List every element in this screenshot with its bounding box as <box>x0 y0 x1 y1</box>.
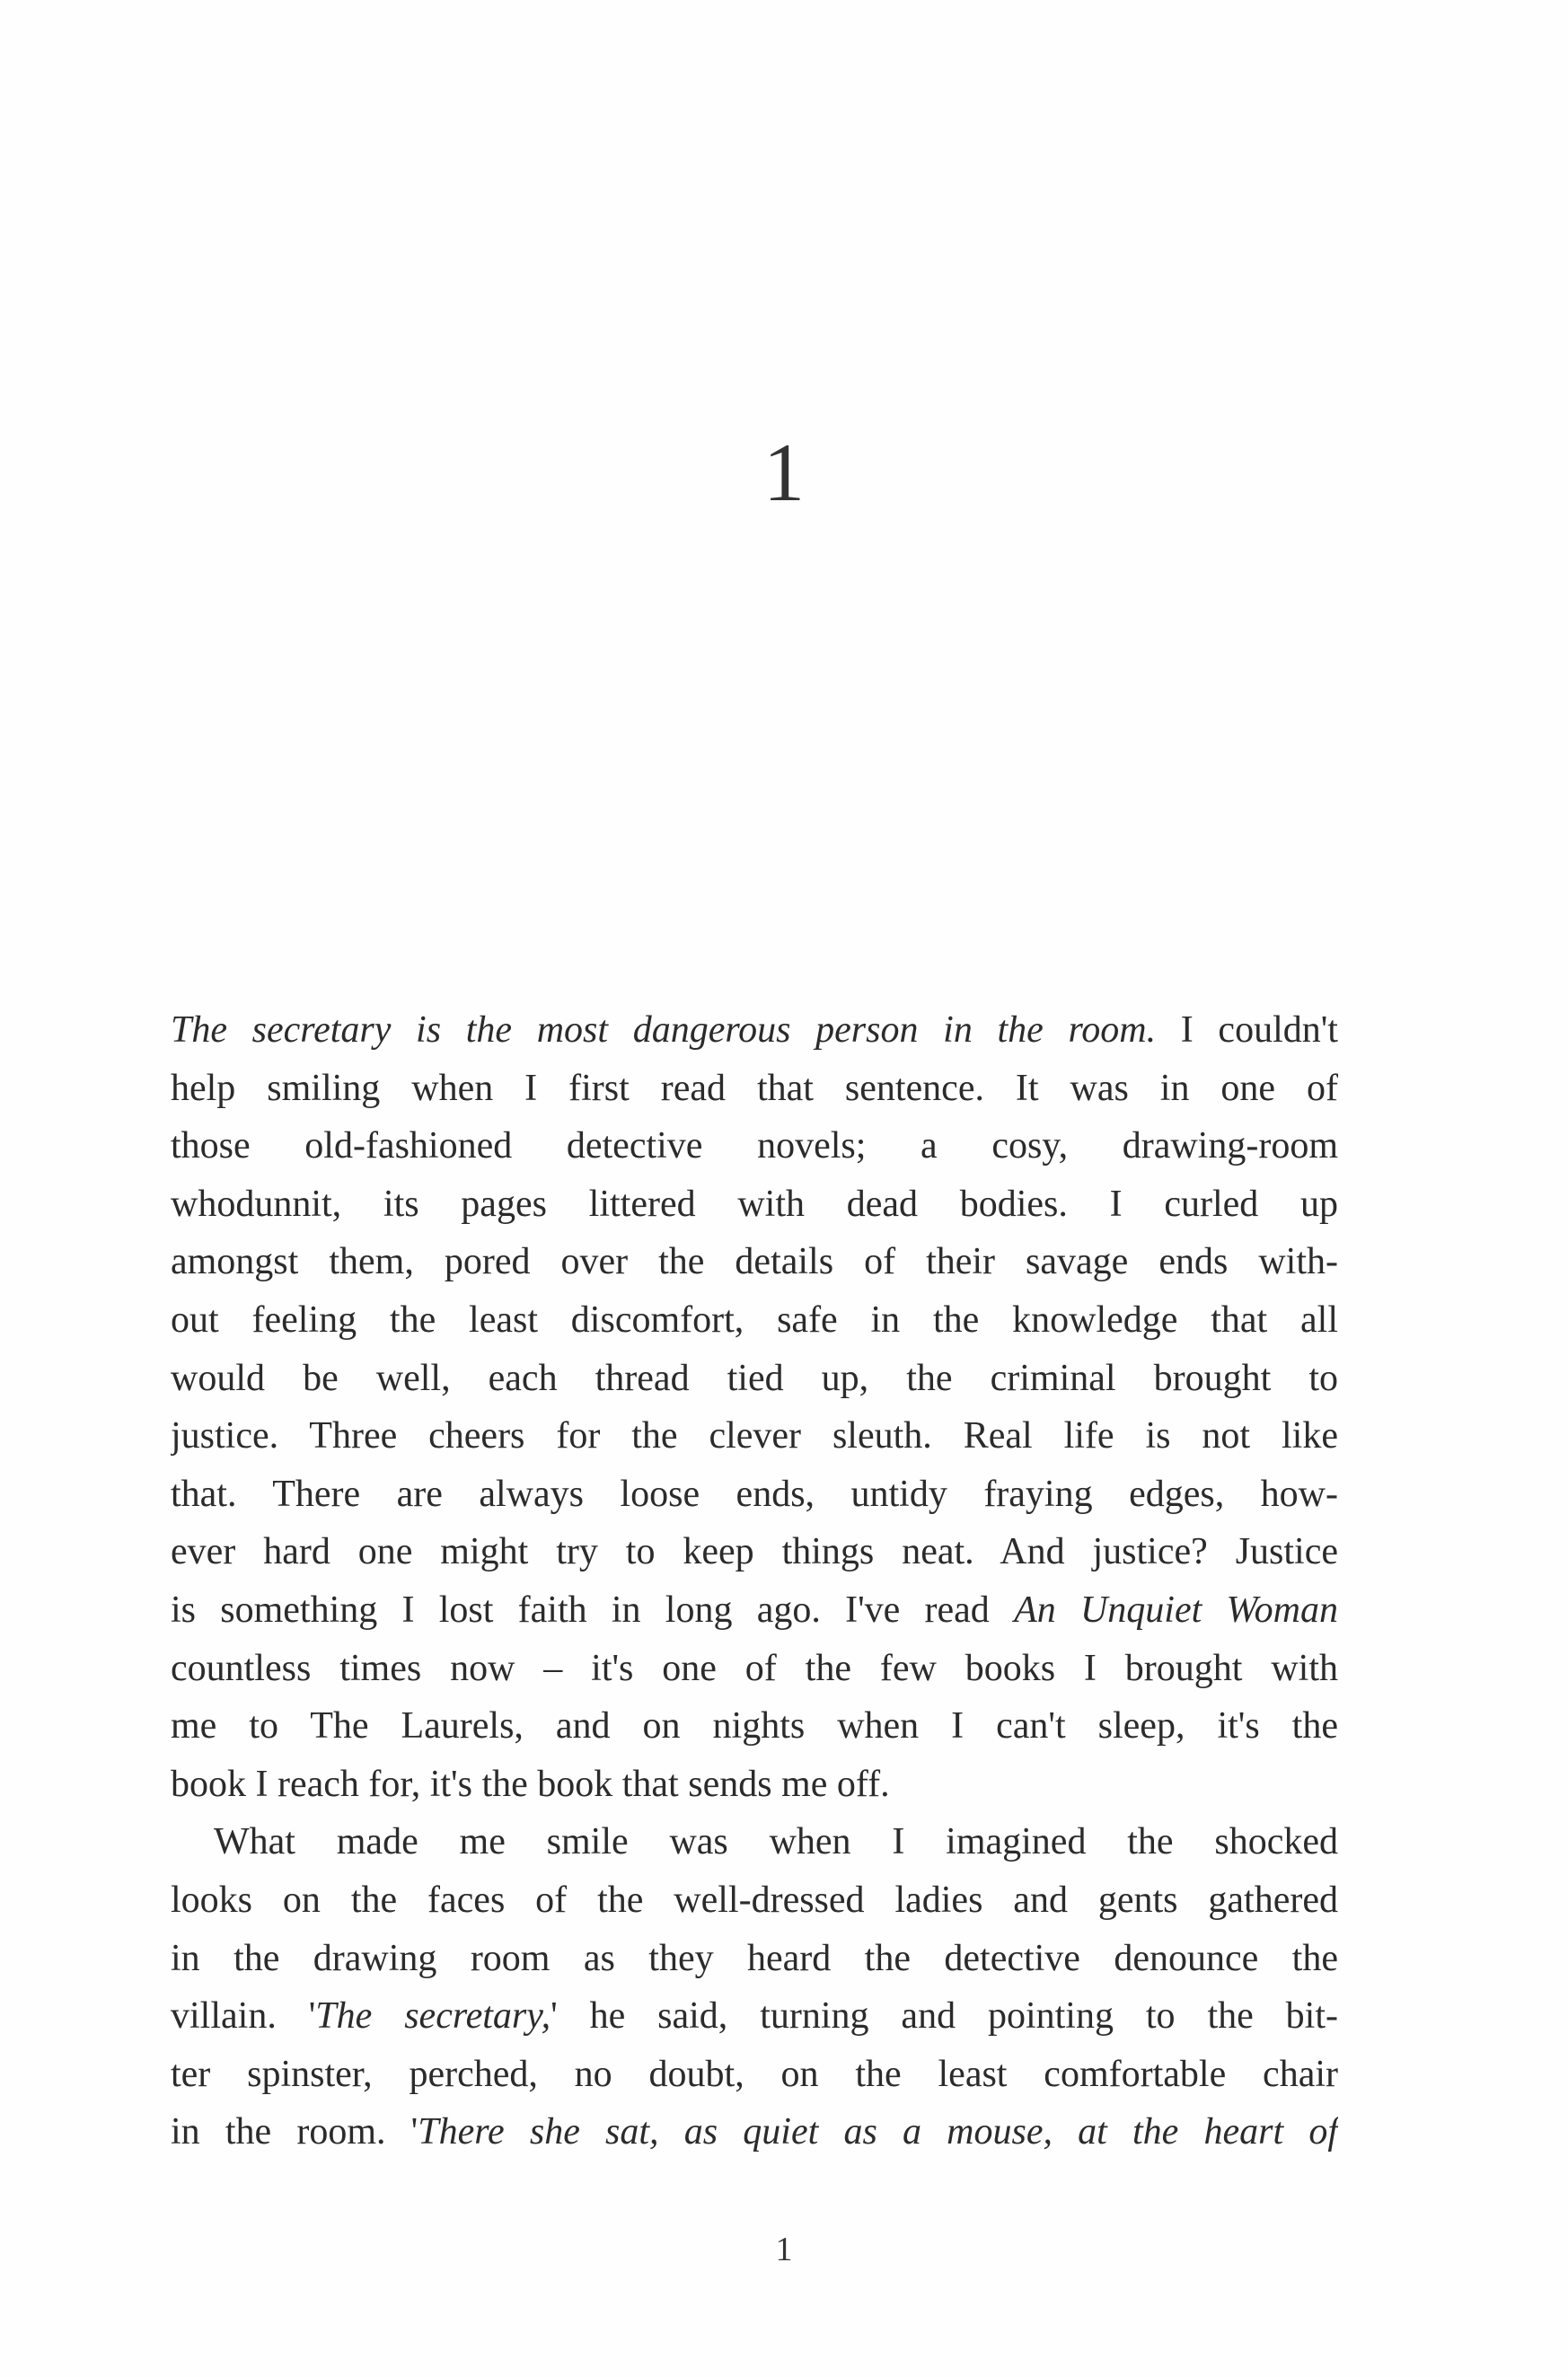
text-line <box>171 1523 1338 1581</box>
italic-text: The secretary, <box>315 1995 551 2038</box>
text-line <box>171 1233 1338 1291</box>
text-line <box>171 1001 1338 1060</box>
italic-text: An Unquiet Woman <box>1014 1589 1338 1631</box>
italic-text: The secretary is the most dangerous person in the room. <box>171 1009 1157 1051</box>
text-run: amongst them, pored over the details of their savage ends with- <box>171 1241 1338 1283</box>
text-run: in the drawing room as they heard the detective denounce the <box>171 1937 1338 1979</box>
page-number: 1 <box>775 2231 793 2268</box>
chapter-number: 1 <box>763 427 805 518</box>
text-line <box>171 1581 1338 1640</box>
text-run: ' he said, turning and pointing to the bit- <box>551 1995 1338 2038</box>
text-run: villain. ' <box>171 1995 316 2038</box>
text-line <box>171 1813 1338 1871</box>
text-line <box>171 1407 1338 1466</box>
text-line <box>171 1291 1338 1350</box>
text-line <box>171 1117 1338 1175</box>
text-run: justice. Three cheers for the clever sleuth. Real life is not like <box>171 1415 1338 1457</box>
text-run: book I reach for, it's the book that sends me off. <box>171 1763 890 1805</box>
text-run: ever hard one might try to keep things neat. And justice? Justice <box>171 1531 1338 1573</box>
text-line <box>171 1350 1338 1408</box>
body-text <box>171 1001 1338 2161</box>
text-run: ter spinster, perched, no doubt, on the least comfortable chair <box>171 2053 1338 2095</box>
text-run: me to The Laurels, and on nights when I can't sleep, it's the <box>171 1705 1338 1748</box>
text-line <box>171 2103 1338 2161</box>
text-line <box>171 2046 1338 2104</box>
text-run: looks on the faces of the well-dressed ladies and gents gathered <box>171 1879 1338 1921</box>
text-run: countless times now – it's one of the few books I brought with <box>171 1647 1338 1689</box>
italic-text: There she sat, as quiet as a mouse, at the heart of <box>418 2111 1338 2153</box>
text-line <box>171 1756 1338 1814</box>
text-run: help smiling when I first read that sentence. It was in one of <box>171 1067 1338 1109</box>
text-line <box>171 1697 1338 1756</box>
text-line <box>171 1987 1338 2046</box>
text-run: that. There are always loose ends, untidy fraying edges, how- <box>171 1473 1338 1515</box>
text-line <box>171 1466 1338 1524</box>
text-run: I couldn't <box>1156 1009 1338 1051</box>
text-line <box>171 1930 1338 1988</box>
text-run: those old-fashioned detective novels; a cosy, drawing-room <box>171 1125 1338 1167</box>
text-run: in the room. ' <box>171 2111 418 2153</box>
text-line <box>171 1175 1338 1234</box>
text-run: is something I lost faith in long ago. I've read <box>171 1589 1015 1631</box>
text-line <box>171 1640 1338 1698</box>
text-run: What made me smile was when I imagined the shocked <box>214 1821 1338 1863</box>
text-line <box>171 1871 1338 1930</box>
text-run: whodunnit, its pages littered with dead bodies. I curled up <box>171 1183 1338 1225</box>
text-line <box>171 1060 1338 1118</box>
text-run: would be well, each thread tied up, the criminal brought to <box>171 1357 1338 1399</box>
text-run: out feeling the least discomfort, safe in the knowledge that all <box>171 1299 1338 1341</box>
